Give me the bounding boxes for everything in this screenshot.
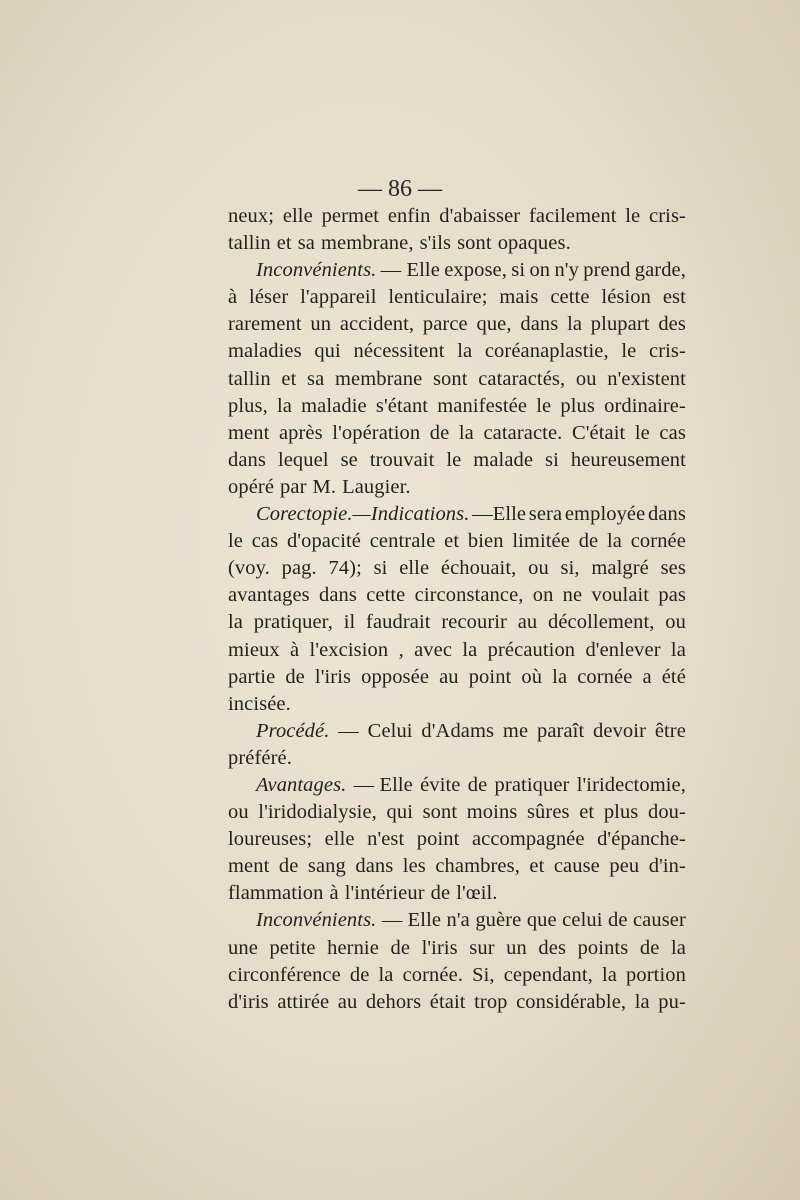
word: était — [429, 990, 466, 1013]
word: la — [606, 530, 622, 553]
word: dehors — [365, 990, 422, 1013]
word: la — [228, 611, 243, 634]
word: si — [373, 557, 388, 580]
word: voulait — [591, 584, 650, 607]
word: cas — [251, 530, 279, 553]
word: d'enlever — [585, 638, 661, 661]
word: guère — [475, 909, 522, 932]
word: la — [378, 963, 394, 986]
word: ou — [528, 557, 549, 580]
word: attirée — [277, 990, 330, 1013]
text-line — [228, 772, 686, 799]
word: la — [552, 665, 568, 688]
word: la — [670, 638, 686, 661]
word: sa — [297, 232, 316, 255]
word: il — [343, 611, 356, 634]
word: mieux — [228, 638, 280, 661]
word: Inconvénients. — [256, 909, 377, 932]
word: le — [634, 421, 650, 444]
word: cataracte. — [483, 421, 563, 444]
word: l'appareil — [300, 286, 377, 309]
text-line — [228, 230, 686, 257]
word: et — [579, 801, 595, 824]
word: s'étant — [375, 394, 429, 417]
word: de — [607, 909, 628, 932]
word: s'ils — [419, 232, 452, 255]
word: elle — [399, 557, 430, 580]
word: sa — [307, 367, 325, 390]
word: le — [228, 530, 243, 553]
word: l'iris — [421, 936, 458, 959]
word: ne — [562, 584, 583, 607]
word: d'iris — [228, 990, 269, 1013]
text-line — [228, 691, 686, 718]
word: le — [621, 340, 637, 363]
word: portion — [626, 963, 686, 986]
word: pas — [658, 584, 686, 607]
word: incisée. — [228, 692, 291, 715]
word: Celui — [367, 719, 413, 742]
word: — Elle — [380, 259, 440, 282]
word: sera — [528, 503, 563, 526]
word: maladie — [301, 394, 367, 417]
word: cornée — [630, 530, 686, 553]
word: elle — [282, 205, 313, 227]
word: ou — [228, 801, 249, 824]
word: peu — [609, 855, 640, 878]
text-line — [228, 311, 686, 338]
word: celui — [562, 909, 603, 932]
word: se — [340, 448, 358, 471]
word: cataractés, — [478, 367, 566, 390]
text-line — [228, 637, 686, 664]
word: Corectopie.—Indications. — [256, 503, 470, 526]
word: ment — [228, 855, 270, 878]
word: et — [529, 855, 545, 878]
word: Laugier. — [342, 475, 411, 498]
word: échouait, — [440, 557, 517, 580]
word: loureuses; — [228, 828, 313, 851]
word: flammation — [228, 882, 324, 905]
word: n'y — [554, 259, 579, 282]
text-line — [228, 962, 686, 989]
word: M. — [312, 475, 337, 498]
text-line — [228, 718, 686, 745]
word: cornée — [577, 665, 633, 688]
word: — Elle — [381, 909, 442, 932]
word: C'était — [571, 421, 626, 444]
word: d'opacité — [286, 530, 361, 553]
word: préféré. — [228, 746, 292, 769]
word: que — [526, 909, 557, 932]
word: chambres, — [435, 855, 520, 878]
word: et — [276, 232, 292, 255]
word: et — [281, 367, 297, 390]
word: une — [228, 936, 258, 959]
word: ou — [665, 611, 686, 634]
word: si, — [560, 557, 580, 580]
word: dans — [318, 584, 357, 607]
word: faudrait — [366, 611, 431, 634]
word: facilement — [528, 205, 617, 227]
word: —Elle — [472, 503, 527, 526]
word: de — [467, 773, 488, 796]
word: l'iridodialysie, — [258, 801, 377, 824]
word: au — [517, 611, 538, 634]
word: pratiquer, — [253, 611, 334, 634]
body-text — [228, 203, 686, 1016]
text-line — [228, 501, 686, 528]
word: à — [329, 882, 339, 905]
text-line — [228, 989, 686, 1016]
word: cause — [553, 855, 600, 878]
word: points — [577, 936, 629, 959]
word: heureusement — [570, 448, 686, 471]
word: par — [280, 475, 307, 498]
word: dans — [355, 855, 394, 878]
word: dou- — [647, 801, 686, 824]
word: ment — [228, 421, 270, 444]
text-line — [228, 935, 686, 962]
word: de — [578, 530, 599, 553]
word: léser — [249, 286, 289, 309]
text-line — [228, 853, 686, 880]
word: de — [430, 882, 451, 905]
word: cris- — [649, 340, 686, 363]
text-line — [228, 366, 686, 393]
word: l'œil. — [456, 882, 498, 905]
word: plupart — [590, 313, 650, 336]
word: enfin — [387, 205, 431, 227]
text-line — [228, 257, 686, 284]
word: le — [536, 394, 552, 417]
word: opaques. — [497, 232, 571, 255]
word: sûres — [526, 801, 570, 824]
text-line — [228, 609, 686, 636]
word: de — [349, 963, 370, 986]
word: dans — [648, 503, 686, 526]
word: la — [567, 313, 583, 336]
word: avec — [414, 638, 453, 661]
word: prend — [583, 259, 631, 282]
word: sur — [469, 936, 495, 959]
word: lenticulaire; — [388, 286, 488, 309]
word: au — [337, 990, 358, 1013]
word: des — [538, 936, 567, 959]
word: garde, — [634, 259, 686, 282]
text-line — [228, 528, 686, 555]
word: lésion — [601, 286, 651, 309]
word: lequel — [277, 448, 329, 471]
word: cris- — [649, 205, 686, 227]
word: coréanaplastie, — [484, 340, 609, 363]
word: de — [639, 936, 660, 959]
word: précaution — [487, 638, 576, 661]
word: manifestée — [437, 394, 528, 417]
word: qui — [386, 801, 413, 824]
word: est — [662, 286, 686, 309]
word: causer — [632, 909, 686, 932]
word: au — [439, 665, 459, 688]
word: hernie — [327, 936, 379, 959]
word: les — [402, 855, 426, 878]
word: n'a — [446, 909, 470, 932]
text-line — [228, 880, 686, 907]
word: malade — [473, 448, 534, 471]
word: la — [634, 990, 650, 1013]
word: n'est — [367, 828, 405, 851]
word: ou — [575, 367, 597, 390]
text-line — [228, 474, 686, 501]
word: parce — [422, 313, 468, 336]
word: été — [661, 665, 686, 688]
text-line — [228, 745, 686, 772]
word: tallin — [228, 367, 271, 390]
word: de — [285, 665, 305, 688]
word: la — [670, 936, 686, 959]
word: circonférence — [228, 963, 341, 986]
word: des — [658, 313, 686, 336]
word: moins — [466, 801, 518, 824]
word: sont — [457, 232, 492, 255]
word: ses — [660, 557, 686, 580]
word: la — [276, 394, 292, 417]
word: dans — [520, 313, 559, 336]
word: d'épanche- — [597, 828, 686, 851]
word: paraît — [536, 719, 585, 742]
word: plus — [560, 394, 595, 417]
word: à — [228, 286, 238, 309]
text-line — [228, 582, 686, 609]
page-number: — 86 — — [358, 176, 442, 202]
word: — Elle — [353, 773, 413, 796]
word: limitée — [512, 530, 570, 553]
word: point — [416, 828, 460, 851]
word: avantages — [228, 584, 310, 607]
word: accompagnée — [471, 828, 585, 851]
word: que, — [476, 313, 512, 336]
word: d'in- — [648, 855, 686, 878]
word: le — [625, 205, 641, 227]
word: opposée — [361, 665, 430, 688]
word: sont — [432, 367, 468, 390]
word: cette — [366, 584, 406, 607]
word: qui — [314, 340, 341, 363]
word: et — [444, 530, 460, 553]
word: devoir — [593, 719, 647, 742]
word: si — [511, 259, 526, 282]
word: membrane — [334, 367, 423, 390]
word: sont — [422, 801, 458, 824]
word: me — [502, 719, 529, 742]
text-line — [228, 338, 686, 365]
word: la — [601, 963, 617, 986]
word: accident, — [339, 313, 415, 336]
word: partie — [228, 665, 276, 688]
word: à — [290, 638, 300, 661]
word: maladies — [228, 340, 302, 363]
text-line — [228, 826, 686, 853]
word: trouvait — [369, 448, 435, 471]
word: décollement, — [548, 611, 655, 634]
word: , — [398, 638, 404, 661]
word: point — [468, 665, 512, 688]
word: 74); — [328, 557, 362, 580]
word: pratiquer — [494, 773, 570, 796]
word: Avantages. — [256, 773, 347, 796]
word: l'iridectomie, — [576, 773, 686, 796]
word: trop — [474, 990, 508, 1013]
word: où — [521, 665, 543, 688]
word: permet — [321, 205, 380, 227]
word: cornée. — [402, 963, 464, 986]
text-line — [228, 393, 686, 420]
word: opéré — [228, 475, 275, 498]
word: bien — [467, 530, 504, 553]
word: Si, — [472, 963, 495, 986]
word: l'excision — [309, 638, 389, 661]
word: d'Adams — [421, 719, 495, 742]
word: un — [310, 313, 332, 336]
word: mais — [499, 286, 539, 309]
word: Procédé. — [256, 719, 330, 742]
word: d'abaisser — [439, 205, 521, 227]
word: évite — [420, 773, 461, 796]
word: l'opération — [332, 421, 421, 444]
word: a — [642, 665, 652, 688]
word: expose, — [444, 259, 507, 282]
word: sang — [307, 855, 346, 878]
word: être — [654, 719, 686, 742]
word: ordinaire- — [604, 394, 686, 417]
word: employée — [564, 503, 646, 526]
word: petite — [269, 936, 316, 959]
word: si — [545, 448, 559, 471]
word: de — [278, 855, 299, 878]
word: la — [457, 340, 473, 363]
text-line — [228, 555, 686, 582]
word: elle — [324, 828, 355, 851]
word: — — [338, 719, 359, 742]
word: membrane, — [321, 232, 414, 255]
word: centrale — [369, 530, 436, 553]
word: nécessitent — [353, 340, 445, 363]
word: n'existent — [607, 367, 686, 390]
word: plus — [603, 801, 639, 824]
word: de — [390, 936, 411, 959]
text-line — [228, 203, 686, 230]
text-line — [228, 284, 686, 311]
word: pag. — [281, 557, 317, 580]
word: recourir — [441, 611, 507, 634]
text-line — [228, 420, 686, 447]
word: un — [506, 936, 527, 959]
text-line — [228, 664, 686, 691]
word: cependant, — [503, 963, 593, 986]
word: tallin — [228, 232, 271, 255]
word: Inconvénients. — [256, 259, 377, 282]
word: considérable, — [516, 990, 627, 1013]
word: après — [278, 421, 323, 444]
word: malgré — [591, 557, 649, 580]
word: dans — [228, 448, 266, 471]
text-line — [228, 799, 686, 826]
word: on — [529, 259, 551, 282]
word: l'iris — [314, 665, 352, 688]
word: plus, — [228, 394, 268, 417]
word: rarement — [228, 313, 302, 336]
word: la — [458, 421, 474, 444]
word: la — [462, 638, 478, 661]
text-line — [228, 447, 686, 474]
word: neux; — [228, 205, 275, 227]
word: de — [429, 421, 450, 444]
text-line — [228, 907, 686, 934]
word: cette — [550, 286, 590, 309]
word: le — [446, 448, 462, 471]
word: cas — [659, 421, 686, 444]
word: (voy. — [228, 557, 270, 580]
word: pu- — [658, 990, 686, 1013]
word: circonstance, — [414, 584, 524, 607]
word: l'intérieur — [344, 882, 425, 905]
word: on — [532, 584, 554, 607]
